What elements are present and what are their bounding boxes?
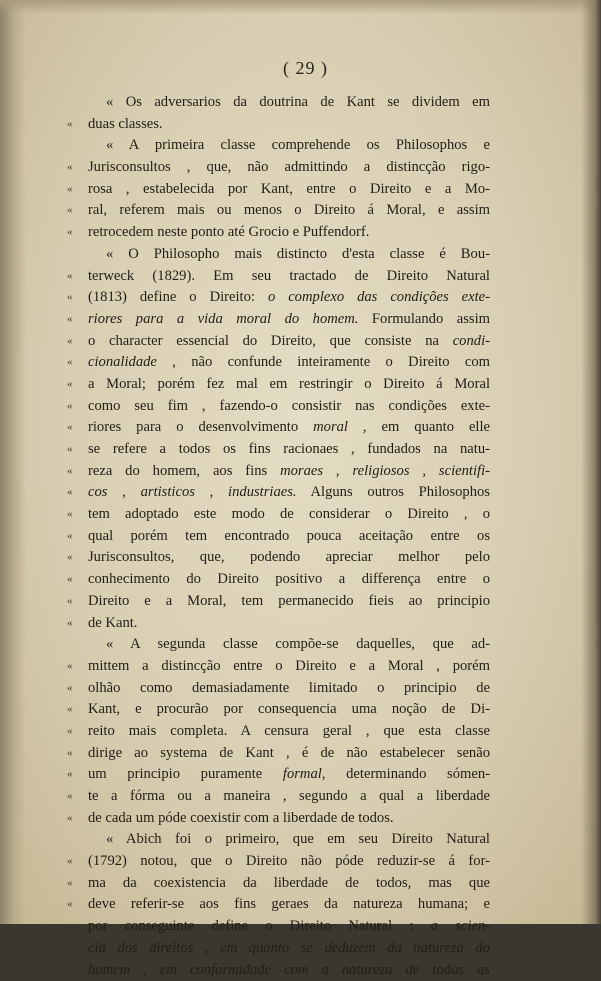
- text-line: [88, 417, 490, 439]
- book-binding-shadow: [0, 0, 26, 924]
- italic-text: em quanto se deduzem da natureza do: [220, 940, 490, 956]
- text-segment: « Abich foi o primeiro, que em seu Direito Natural: [106, 831, 490, 847]
- text-line: [88, 764, 490, 786]
- quote-mark: «: [67, 699, 81, 721]
- text-segment: como seu fim , fazendo-o consistir nas condições exte-: [88, 398, 490, 414]
- quote-mark: «: [67, 287, 81, 309]
- italic-text: em conformidade com a natureza de todas as: [160, 962, 490, 978]
- text-line: [88, 569, 490, 591]
- text-segment: « O Philosopho mais distincto d'esta classe é Bou-: [106, 246, 490, 262]
- text-segment: (1813) define o Direito:: [88, 289, 268, 305]
- quote-mark: «: [67, 461, 81, 483]
- text-segment: « Os adversarios da doutrina de Kant se dividem em: [106, 94, 490, 110]
- text-line: [88, 808, 490, 830]
- text-segment: te a fórma ou a maneira , segundo a qual a liberdade: [88, 788, 490, 804]
- quote-mark: «: [67, 526, 81, 548]
- text-line: [88, 634, 490, 656]
- text-line: [88, 266, 490, 288]
- italic-text: riores para a vida moral do homem.: [88, 311, 358, 327]
- quote-mark: «: [67, 786, 81, 808]
- quote-mark: «: [67, 569, 81, 591]
- text-segment: olhão como demasiadamente limitado o principio de: [88, 680, 490, 696]
- quote-mark: «: [67, 808, 81, 830]
- text-line: [88, 222, 490, 244]
- text-line: [88, 114, 490, 136]
- page-number: ( 29 ): [0, 58, 601, 79]
- text-line: [88, 894, 490, 916]
- text-segment: ,: [130, 962, 160, 978]
- text-line: [88, 547, 490, 569]
- text-segment: reito mais completa. A censura geral , que esta classe: [88, 723, 490, 739]
- text-segment: mittem a distincção entre o Direito e a Moral , porém: [88, 658, 490, 674]
- text-segment: Alguns outros Philosophos: [297, 484, 490, 500]
- text-segment: de cada um póde coexistir com a liberdade de todos.: [88, 810, 394, 826]
- text-segment: ,: [193, 940, 220, 956]
- quote-mark: «: [67, 114, 81, 136]
- italic-text: moraes: [280, 463, 323, 479]
- text-segment: retrocedem neste ponto até Grocio e Puffendorf.: [88, 224, 369, 240]
- quote-mark: «: [67, 309, 81, 331]
- text-segment: conhecimento do Direito positivo a differença entre o: [88, 571, 490, 587]
- text-segment: Kant, e procurão por consequencia uma noção de Di-: [88, 701, 490, 717]
- text-line: [88, 287, 490, 309]
- body-text: [88, 92, 490, 981]
- text-line: [88, 960, 490, 981]
- text-line: [88, 200, 490, 222]
- text-segment: Direito e a Moral, tem permanecido fieis ao principio: [88, 593, 490, 609]
- quote-mark: «: [67, 764, 81, 786]
- text-segment: ma da coexistencia da liberdade de todos, mas que: [88, 875, 490, 891]
- text-segment: Formulando assim: [358, 311, 490, 327]
- text-line: [88, 938, 490, 960]
- text-segment: por conseguinte define o Direito Natural :: [88, 918, 431, 934]
- italic-text: artisticos: [141, 484, 195, 500]
- quote-mark: «: [67, 591, 81, 613]
- text-segment: ,: [410, 463, 439, 479]
- text-segment: deve referir-se aos fins geraes da natureza humana; e: [88, 896, 490, 912]
- text-line: [88, 699, 490, 721]
- quote-mark: «: [67, 222, 81, 244]
- quote-mark: «: [67, 547, 81, 569]
- quote-mark: «: [67, 678, 81, 700]
- text-segment: « A primeira classe comprehende os Philosophos e: [106, 137, 490, 153]
- text-segment: , em quanto elle: [348, 419, 490, 435]
- quote-mark: «: [67, 157, 81, 179]
- text-line: [88, 352, 490, 374]
- quote-mark: «: [67, 851, 81, 873]
- text-segment: de Kant.: [88, 615, 137, 631]
- quote-mark: «: [67, 721, 81, 743]
- quote-mark: «: [67, 352, 81, 374]
- text-line: [88, 309, 490, 331]
- text-segment: Jurisconsultos , que, não admittindo a distincção rigo-: [88, 159, 490, 175]
- text-line: [88, 591, 490, 613]
- text-segment: a Moral; porém fez mal em restringir o Direito á Moral: [88, 376, 490, 392]
- quote-mark: «: [67, 331, 81, 353]
- text-segment: (1792) notou, que o Direito não póde reduzir-se á for-: [88, 853, 490, 869]
- text-line: [88, 157, 490, 179]
- text-line: [88, 851, 490, 873]
- text-line: [88, 721, 490, 743]
- text-line: [88, 135, 490, 157]
- quote-mark: «: [67, 960, 81, 981]
- quote-mark: «: [67, 374, 81, 396]
- text-segment: riores para o desenvolvimento: [88, 419, 313, 435]
- quote-mark: «: [67, 938, 81, 960]
- text-segment: um principio puramente: [88, 766, 283, 782]
- quote-mark: «: [67, 482, 81, 504]
- text-line: [88, 678, 490, 700]
- text-segment: o character essencial do Direito, que consiste na: [88, 333, 453, 349]
- text-segment: ,: [107, 484, 140, 500]
- quote-mark: «: [67, 417, 81, 439]
- text-line: [88, 656, 490, 678]
- text-segment: ,: [195, 484, 228, 500]
- text-line: [88, 873, 490, 895]
- italic-text: homem: [88, 962, 130, 978]
- italic-text: a scien-: [431, 918, 490, 934]
- text-line: [88, 461, 490, 483]
- text-segment: terweck (1829). Em seu tractado de Direito Natural: [88, 268, 490, 284]
- page-right-edge: [581, 0, 601, 924]
- italic-text: industriaes.: [228, 484, 297, 500]
- text-segment: ral, referem mais ou menos o Direito á Moral, e assim: [88, 202, 490, 218]
- italic-text: cos: [88, 484, 107, 500]
- italic-text: formal: [283, 766, 322, 782]
- quote-mark: «: [67, 266, 81, 288]
- text-line: [88, 439, 490, 461]
- text-line: [88, 743, 490, 765]
- quote-mark: «: [67, 873, 81, 895]
- quote-mark: «: [67, 656, 81, 678]
- text-line: [88, 179, 490, 201]
- quote-mark: «: [67, 613, 81, 635]
- quote-mark: «: [67, 179, 81, 201]
- text-segment: reza do homem, aos fins: [88, 463, 280, 479]
- text-line: [88, 92, 490, 114]
- text-line: [88, 526, 490, 548]
- text-line: [88, 396, 490, 418]
- text-segment: , determinando sómen-: [322, 766, 490, 782]
- italic-text: scientifi-: [439, 463, 490, 479]
- text-segment: Jurisconsultos, que, podendo apreciar melhor pelo: [88, 549, 490, 565]
- text-segment: tem adoptado este modo de considerar o Direito , o: [88, 506, 490, 522]
- text-line: [88, 829, 490, 851]
- text-segment: « A segunda classe compõe-se daquelles, que ad-: [106, 636, 490, 652]
- text-segment: duas classes.: [88, 116, 163, 132]
- italic-text: cia dos direitos: [88, 940, 193, 956]
- text-line: [88, 504, 490, 526]
- text-line: [88, 613, 490, 635]
- text-line: [88, 244, 490, 266]
- text-line: [88, 916, 490, 938]
- text-line: [88, 331, 490, 353]
- quote-mark: «: [67, 396, 81, 418]
- text-line: [88, 786, 490, 808]
- italic-text: moral: [313, 419, 348, 435]
- text-segment: rosa , estabelecida por Kant, entre o Direito e a Mo-: [88, 181, 490, 197]
- italic-text: o complexo das condições exte-: [268, 289, 490, 305]
- quote-mark: «: [67, 894, 81, 916]
- text-segment: ,: [323, 463, 352, 479]
- italic-text: cionalidade: [88, 354, 157, 370]
- quote-mark: «: [67, 200, 81, 222]
- text-segment: qual porém tem encontrado pouca aceitação entre os: [88, 528, 490, 544]
- quote-mark: «: [67, 916, 81, 938]
- text-segment: dirige ao systema de Kant , é de não estabelecer senão: [88, 745, 490, 761]
- text-line: [88, 374, 490, 396]
- quote-mark: «: [67, 504, 81, 526]
- italic-text: condi-: [453, 333, 490, 349]
- text-segment: se refere a todos os fins racionaes , fundados na natu-: [88, 441, 490, 457]
- italic-text: religiosos: [352, 463, 409, 479]
- text-line: [88, 482, 490, 504]
- page-top-edge: [0, 0, 601, 14]
- text-segment: , não confunde inteiramente o Direito com: [157, 354, 490, 370]
- quote-mark: «: [67, 743, 81, 765]
- quote-mark: «: [67, 439, 81, 461]
